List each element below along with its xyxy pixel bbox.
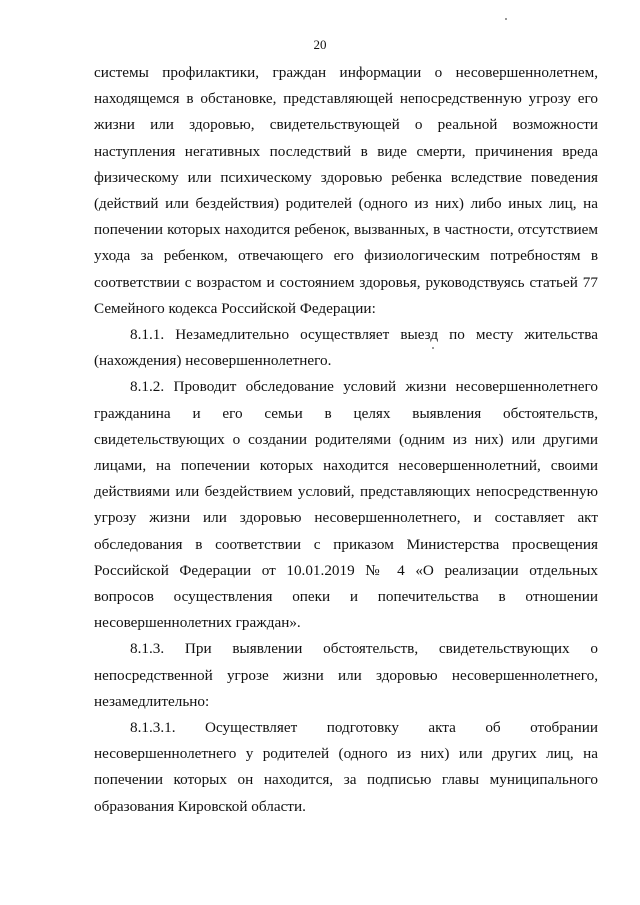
document-body (94, 60, 598, 820)
page-number: 20 (313, 37, 327, 52)
paragraph-8-1-1: 8.1.1. Незамедлительно осуществляет выезд по месту жительства (нахождения) несовершеннолетнего. (94, 326, 598, 370)
scan-speck (432, 347, 434, 349)
paragraph-8-1-3: 8.1.3. При выявлении обстоятельств, свидетельствующих о непосредственной угрозе жизни или здоровью несовершеннолетнего, незамедлительно: (94, 640, 598, 710)
paragraph-intro-continuation: системы профилактики, граждан информации о несовершеннолетнем, находящемся в обстановке, представляющей непосредственную угрозу его жизни или здоровью, свидетельствующей о реальной возможности наступления негативных последствий в виде смерти, причинения вреда физическому или психическому здоровью ребенка вследствие поведения (действий или бездействия) родителей (одного из них) либо иных лиц, на попечении которых находится ребенок, вызванных, в частности, отсутствием ухода за ребенком, отвечающего его физиологическим потребностям в соответствии с возрастом и состоянием здоровья, руководствуясь статьей 77 Семейного кодекса Российской Федерации: (94, 64, 598, 317)
scan-speck (505, 18, 507, 20)
paragraph-8-1-3-1: 8.1.3.1. Осуществляет подготовку акта об отобрании несовершеннолетнего у родителей (одного из них) или других лиц, на попечении которых он находится, за подписью главы муниципального образования Кировской области. (94, 719, 598, 815)
paragraph-8-1-2: 8.1.2. Проводит обследование условий жизни несовершеннолетнего гражданина и его семьи в целях выявления обстоятельств, свидетельствующих о создании родителями (одним из них) или другими лицами, на попечении которых находится несовершеннолетний, своими действиями или бездействием условий, представляющих непосредственную угрозу жизни или здоровью несовершеннолетнего, и составляет акт обследования в соответствии с приказом Министерства просвещения Российской Федерации от 10.01.2019 № 4 «О реализации отдельных вопросов осуществления опеки и попечительства в отношении несовершеннолетних граждан». (94, 378, 598, 632)
